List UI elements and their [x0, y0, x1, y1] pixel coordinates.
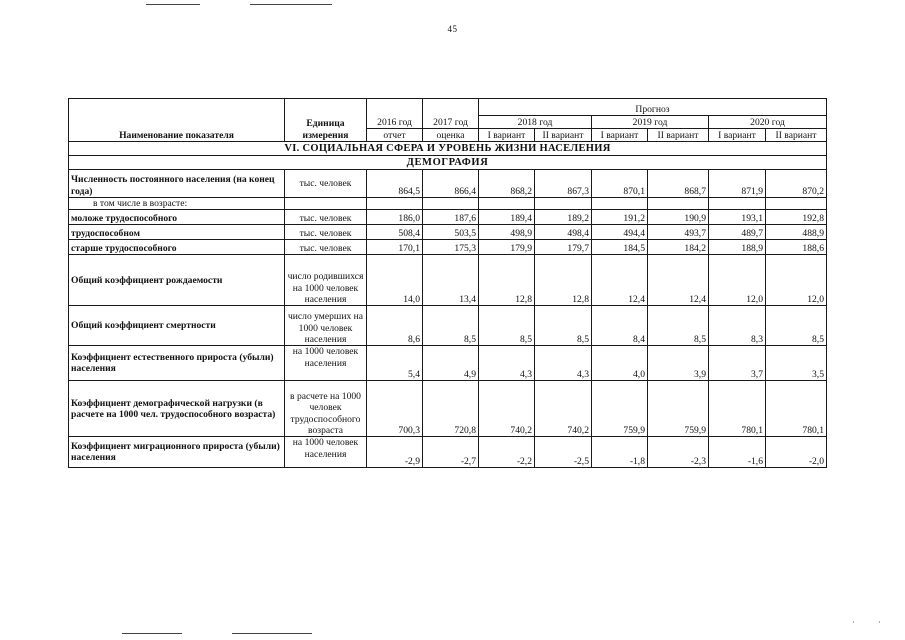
cell-value: 179,7	[535, 240, 592, 255]
scan-artifact-line	[250, 4, 332, 5]
header-year-2019: 2019 год	[592, 116, 709, 129]
cell-value: 866,4	[423, 170, 479, 198]
cell-value: 3,7	[709, 346, 766, 381]
cell-value: 189,4	[479, 210, 535, 225]
row-unit: тыс. человек	[285, 240, 367, 255]
cell-value: 508,4	[367, 225, 423, 240]
cell-value: -2,0	[766, 437, 827, 468]
row-unit: в расчете на 1000 человек трудоспособного возраста	[285, 381, 367, 437]
header-year-2017: 2017 год	[423, 99, 479, 129]
cell-value: 170,1	[367, 240, 423, 255]
row-name: Общий коэффициент рождаемости	[69, 255, 285, 306]
row-unit: тыс. человек	[285, 210, 367, 225]
cell-value: -2,2	[479, 437, 535, 468]
cell-value: 184,2	[648, 240, 709, 255]
cell-value: 12,0	[709, 255, 766, 306]
header-2020-variant-2: II вариант	[766, 129, 827, 142]
table-row	[69, 240, 827, 255]
header-2020-variant-1: I вариант	[709, 129, 766, 142]
scan-artifact-line	[122, 633, 182, 634]
row-name: трудоспособном	[69, 225, 285, 240]
header-unit: Единица измерения	[285, 99, 367, 142]
cell-value: 493,7	[648, 225, 709, 240]
header-forecast: Прогноз	[479, 99, 827, 116]
cell-value: 8,5	[648, 306, 709, 346]
header-report: отчет	[367, 129, 423, 142]
row-name: старше трудоспособного	[69, 240, 285, 255]
cell-value	[535, 198, 592, 210]
cell-value: 871,9	[709, 170, 766, 198]
header-year-2020: 2020 год	[709, 116, 827, 129]
scan-artifact-mark: ·	[852, 618, 855, 627]
cell-value: 870,1	[592, 170, 648, 198]
cell-value: 503,5	[423, 225, 479, 240]
demography-table	[68, 98, 827, 468]
cell-value: 186,0	[367, 210, 423, 225]
cell-value	[592, 198, 648, 210]
cell-value: 12,4	[592, 255, 648, 306]
section-title: VI. СОЦИАЛЬНАЯ СФЕРА И УРОВЕНЬ ЖИЗНИ НАСЕЛЕНИЯ	[69, 142, 827, 156]
cell-value: 740,2	[535, 381, 592, 437]
cell-value: 175,3	[423, 240, 479, 255]
row-unit: на 1000 человек населения	[285, 437, 367, 468]
cell-value: 494,4	[592, 225, 648, 240]
cell-value: -1,6	[709, 437, 766, 468]
cell-value	[709, 198, 766, 210]
cell-value: 4,0	[592, 346, 648, 381]
cell-value: 780,1	[709, 381, 766, 437]
cell-value: -2,5	[535, 437, 592, 468]
header-estimate: оценка	[423, 129, 479, 142]
row-unit: тыс. человек	[285, 170, 367, 198]
cell-value: 5,4	[367, 346, 423, 381]
cell-value: 12,0	[766, 255, 827, 306]
table-row	[69, 381, 827, 437]
table-row	[69, 255, 827, 306]
table-row	[69, 437, 827, 468]
cell-value: 498,4	[535, 225, 592, 240]
cell-value: 188,9	[709, 240, 766, 255]
cell-value: 867,3	[535, 170, 592, 198]
cell-value: 184,5	[592, 240, 648, 255]
table-row	[69, 198, 827, 210]
cell-value: 870,2	[766, 170, 827, 198]
header-2018-variant-1: I вариант	[479, 129, 535, 142]
scan-artifact-line	[232, 633, 312, 634]
cell-value: 12,4	[648, 255, 709, 306]
scan-artifact-mark: ·	[878, 618, 881, 627]
row-unit	[285, 198, 367, 210]
cell-value: 489,7	[709, 225, 766, 240]
cell-value: 868,7	[648, 170, 709, 198]
cell-value: 179,9	[479, 240, 535, 255]
cell-value: 191,2	[592, 210, 648, 225]
row-name: Коэффициент демографической нагрузки (в расчете на 1000 чел. трудоспособного возраста)	[69, 381, 285, 437]
table-row	[69, 306, 827, 346]
row-name: в том числе в возрасте:	[69, 198, 285, 210]
cell-value	[479, 198, 535, 210]
cell-value: 12,8	[535, 255, 592, 306]
cell-value	[766, 198, 827, 210]
cell-value: 187,6	[423, 210, 479, 225]
cell-value: -2,7	[423, 437, 479, 468]
header-year-2018: 2018 год	[479, 116, 592, 129]
cell-value: 8,4	[592, 306, 648, 346]
cell-value: 740,2	[479, 381, 535, 437]
cell-value: -2,3	[648, 437, 709, 468]
cell-value: 488,9	[766, 225, 827, 240]
cell-value: 4,3	[535, 346, 592, 381]
row-name: Общий коэффициент смертности	[69, 306, 285, 346]
cell-value: 8,6	[367, 306, 423, 346]
cell-value: 190,9	[648, 210, 709, 225]
table-row	[69, 346, 827, 381]
cell-value: 4,9	[423, 346, 479, 381]
cell-value: 8,5	[479, 306, 535, 346]
row-name: Численность постоянного населения (на конец года)	[69, 170, 285, 198]
header-year-2016: 2016 год	[367, 99, 423, 129]
row-unit: число родившихся на 1000 человек населения	[285, 255, 367, 306]
cell-value: -2,9	[367, 437, 423, 468]
header-2018-variant-2: II вариант	[535, 129, 592, 142]
row-name: Коэффициент естественного прироста (убыли) населения	[69, 346, 285, 381]
cell-value: 189,2	[535, 210, 592, 225]
cell-value: 13,4	[423, 255, 479, 306]
cell-value: 8,5	[535, 306, 592, 346]
table-row	[69, 210, 827, 225]
cell-value: 14,0	[367, 255, 423, 306]
header-2019-variant-1: I вариант	[592, 129, 648, 142]
page-number: 45	[447, 24, 458, 34]
row-name: моложе трудоспособного	[69, 210, 285, 225]
row-unit: на 1000 человек населения	[285, 346, 367, 381]
table-row	[69, 225, 827, 240]
cell-value: 8,5	[423, 306, 479, 346]
cell-value: 192,8	[766, 210, 827, 225]
cell-value: 188,6	[766, 240, 827, 255]
cell-value: 193,1	[709, 210, 766, 225]
header-indicator: Наименование показателя	[69, 99, 285, 142]
row-unit: число умерших на 1000 человек населения	[285, 306, 367, 346]
cell-value: -1,8	[592, 437, 648, 468]
cell-value: 4,3	[479, 346, 535, 381]
cell-value	[423, 198, 479, 210]
row-unit: тыс. человек	[285, 225, 367, 240]
cell-value: 759,9	[648, 381, 709, 437]
cell-value	[367, 198, 423, 210]
cell-value: 12,8	[479, 255, 535, 306]
header-2019-variant-2: II вариант	[648, 129, 709, 142]
cell-value: 3,9	[648, 346, 709, 381]
cell-value: 759,9	[592, 381, 648, 437]
table-row	[69, 170, 827, 198]
cell-value: 3,5	[766, 346, 827, 381]
subsection-title: ДЕМОГРАФИЯ	[69, 156, 827, 170]
cell-value: 868,2	[479, 170, 535, 198]
cell-value: 780,1	[766, 381, 827, 437]
scan-artifact-line	[146, 4, 200, 5]
cell-value: 700,3	[367, 381, 423, 437]
cell-value: 8,3	[709, 306, 766, 346]
cell-value: 720,8	[423, 381, 479, 437]
cell-value	[648, 198, 709, 210]
row-name: Коэффициент миграционного прироста (убыли) населения	[69, 437, 285, 468]
cell-value: 8,5	[766, 306, 827, 346]
cell-value: 864,5	[367, 170, 423, 198]
cell-value: 498,9	[479, 225, 535, 240]
